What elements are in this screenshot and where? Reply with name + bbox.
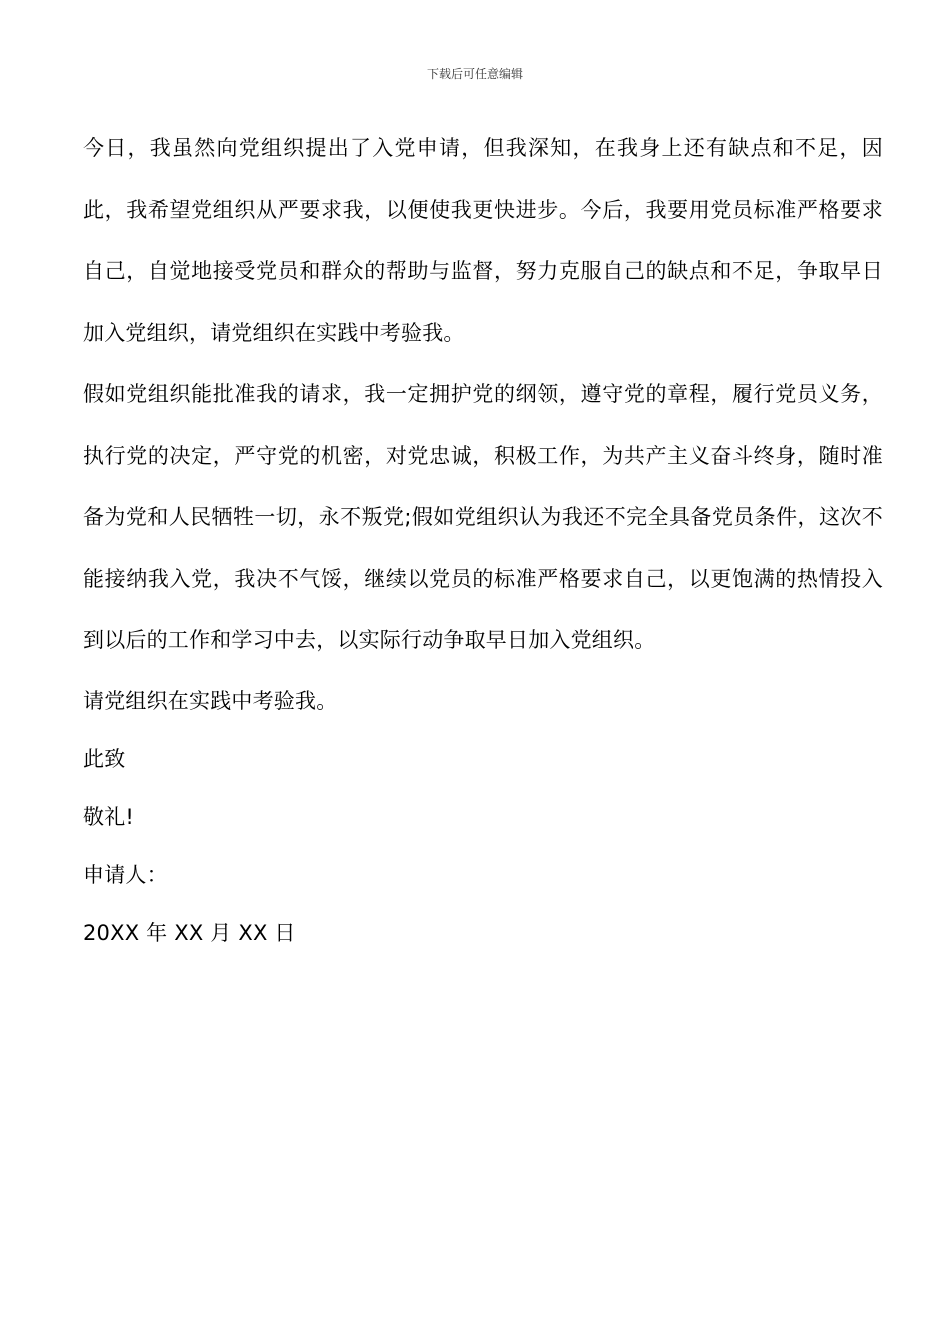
letter-body <box>83 118 883 962</box>
closing-request: 请党组织在实践中考验我。 <box>83 689 338 713</box>
paragraph-pledge: 假如党组织能批准我的请求，我一定拥护党的纲领，遵守党的章程，履行党员义务，执行党的决定，严守党的机密，对党忠诚，积极工作，为共产主义奋斗终身，随时准备为党和人民牺牲一切，永不叛党;假如党组织认为我还不完全具备党员条件，这次不能接纳我入党，我决不气馁，继续以党员的标准严格要求自己，以更饱满的热情投入到以后的工作和学习中去，以实际行动争取早日加入党组织。 <box>83 382 883 652</box>
page-header-caption: 下载后可任意编辑 <box>426 67 523 81</box>
paragraph-commitment: 今日，我虽然向党组织提出了入党申请，但我深知，在我身上还有缺点和不足，因此，我希望党组织从严要求我，以便使我更快进步。今后，我要用党员标准严格要求自己，自觉地接受党员和群众的帮助与监督，努力克服自己的缺点和不足，争取早日加入党组织，请党组织在实践中考验我。 <box>83 136 883 345</box>
salutation-cizhi: 此致 <box>83 747 126 771</box>
salutation-jingli: 敬礼! <box>83 805 135 829</box>
letter-date: 20XX 年 XX 月 XX 日 <box>83 921 296 945</box>
applicant-label: 申请人： <box>83 863 168 887</box>
